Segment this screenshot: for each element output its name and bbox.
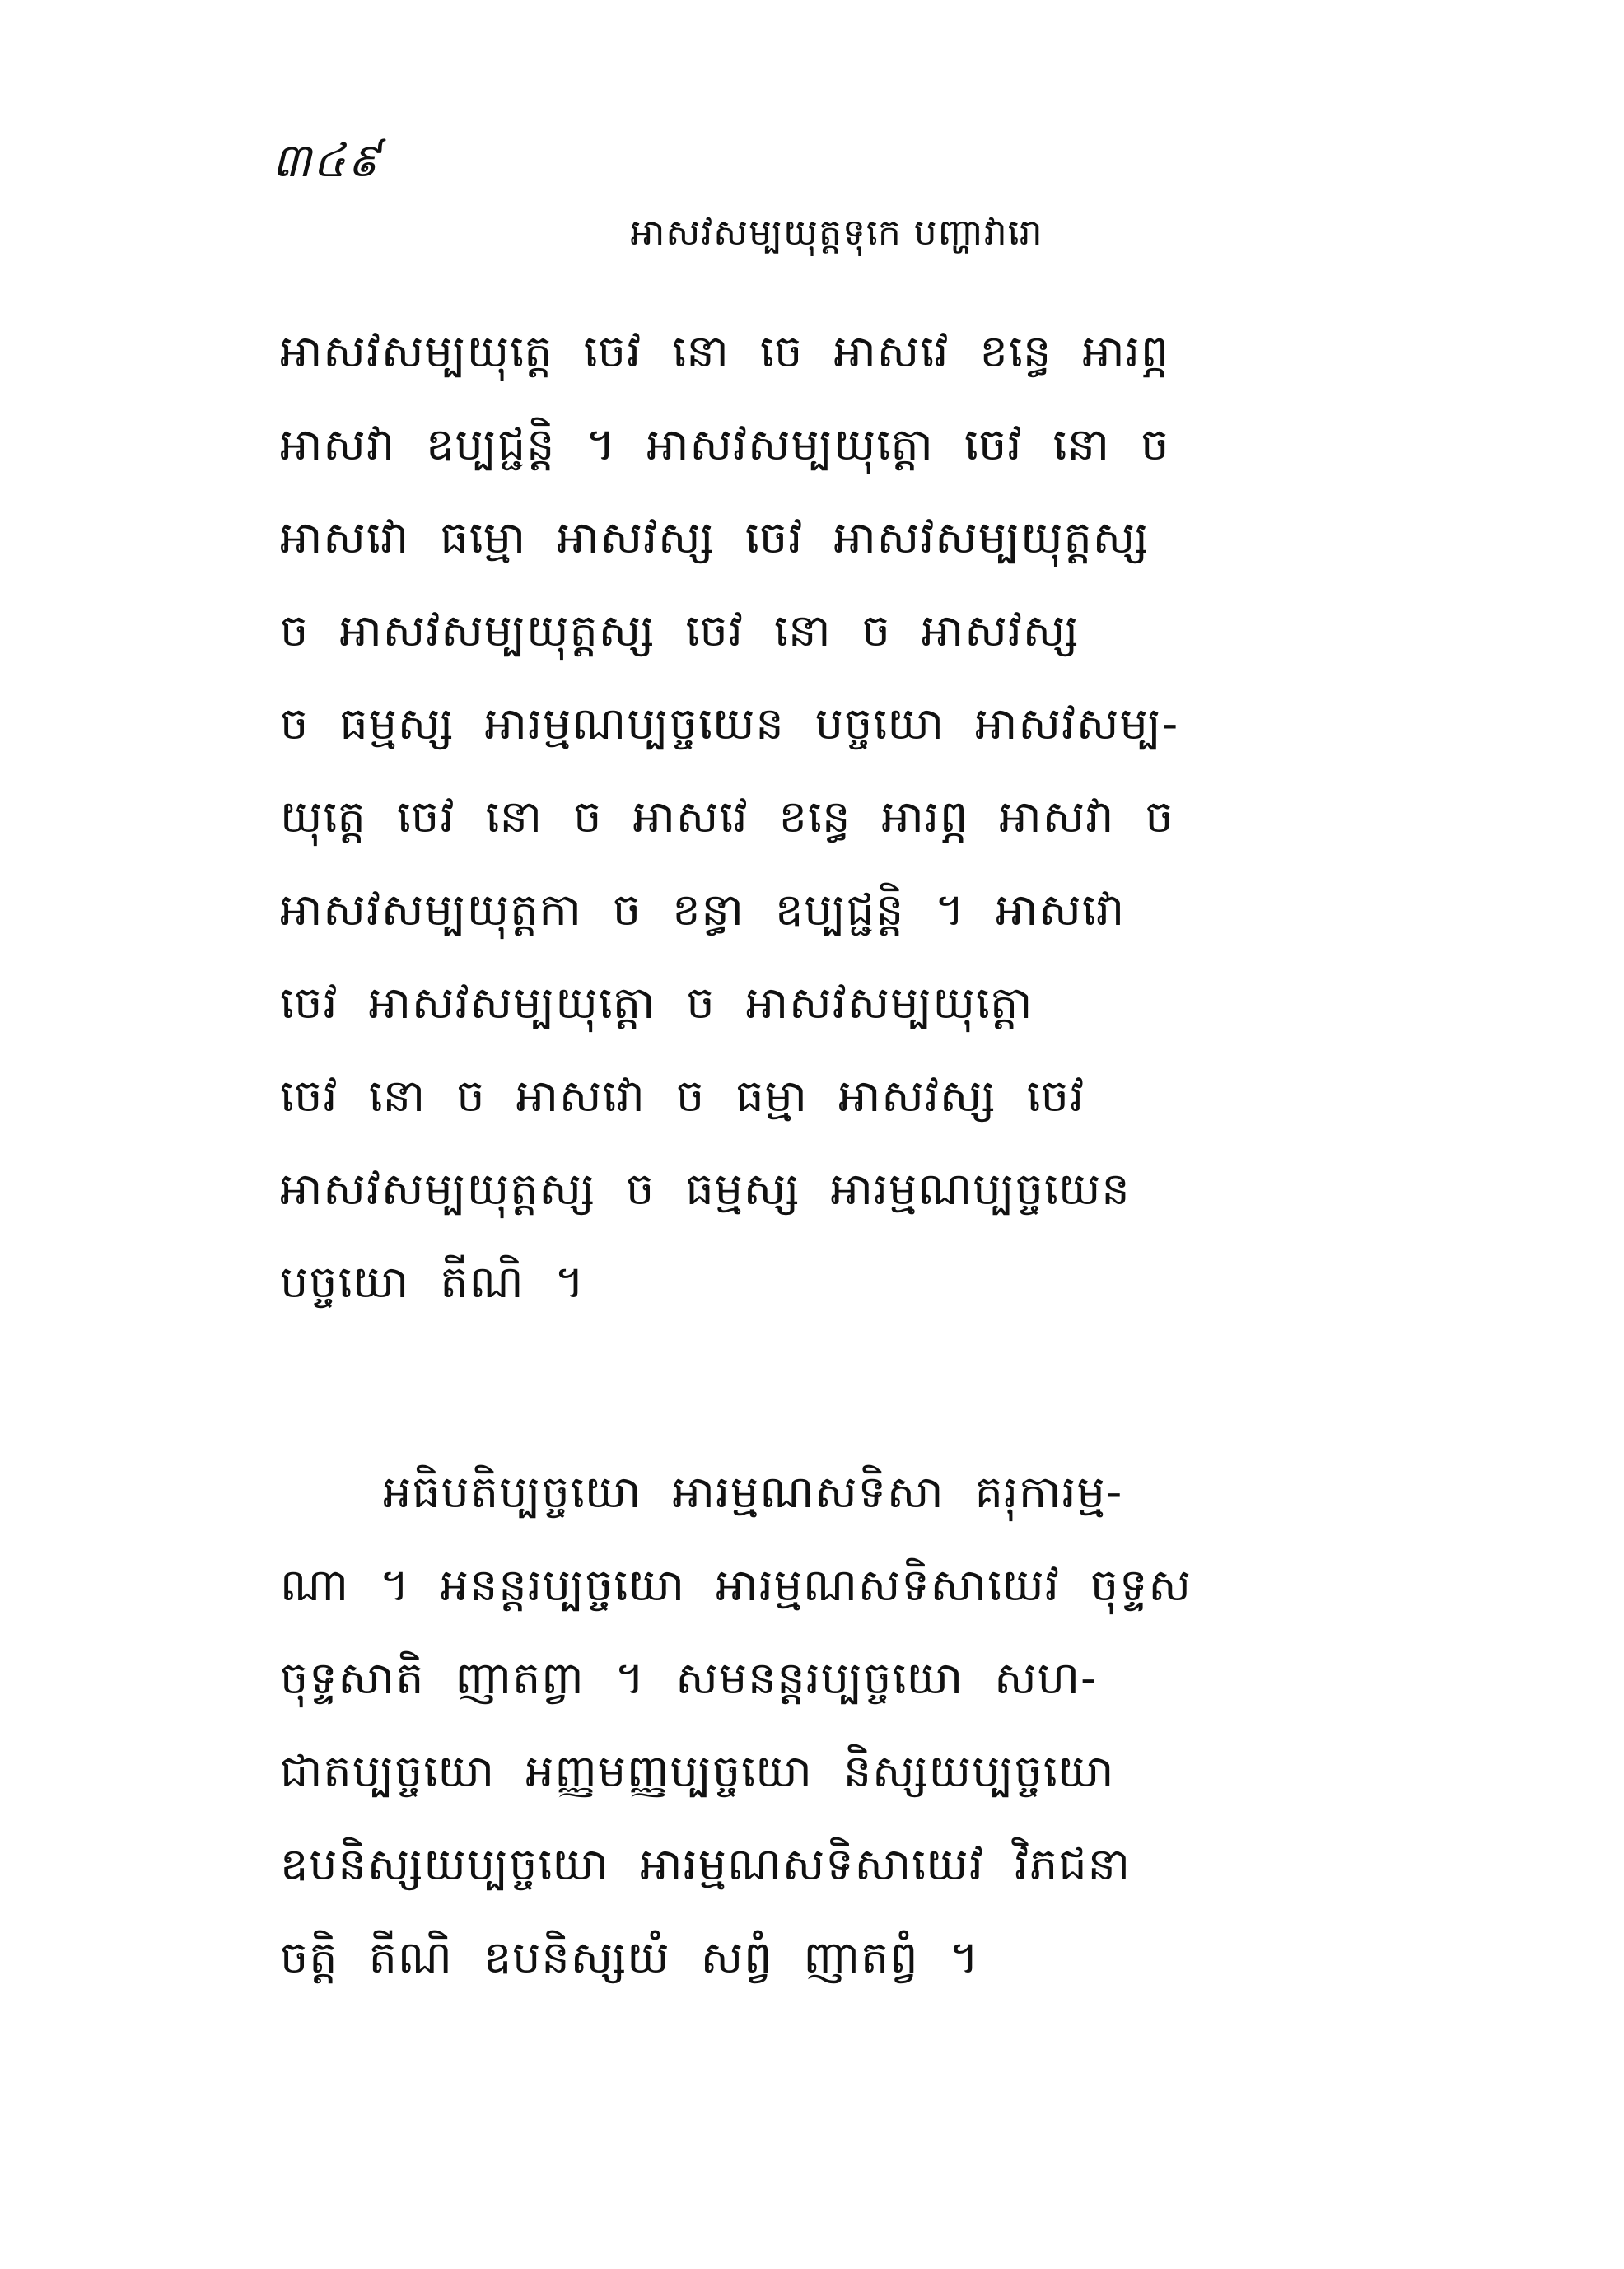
text-line: ចេវ អាសវសម្បយុត្តោ ច អាសវសម្បយុត្តោ bbox=[280, 977, 1034, 1029]
text-line: ច អាសវសម្បយុត្តស្ស ចេវ នោ ច អាសវស្ស bbox=[280, 605, 1080, 656]
text-line: អាសវា ឧប្បជ្ជន្តិ ។ អាសវសម្បយុត្តោ ចេវ នោ ច bbox=[280, 418, 1170, 470]
paragraph-2 bbox=[280, 1445, 1384, 2004]
running-header: អាសវសម្បយុត្តទុកេ បញ្ហាវារោ bbox=[630, 212, 1043, 254]
text-line: ណា ។ អនន្តរប្បច្ចយោ អារម្មណសទិសាយេវ ចុទ្ទស bbox=[280, 1559, 1192, 1611]
text-line: អាសវសម្បយុត្តកា ច ខន្ធា ឧប្បជ្ជន្តិ ។ អាសវោ bbox=[280, 884, 1126, 936]
text-line: ចុទ្ទសាតិ ញាតព្វា ។ សមនន្តរប្បច្ចយោ សហ- bbox=[280, 1652, 1098, 1704]
text-line: អាសវសម្បយុត្តេ ចេវ នោ ចេ អាសវេ ខន្ធេ អារព្ភ bbox=[280, 325, 1170, 377]
text-line: អាសវសម្បយុត្តស្ស ច ធម្មស្ស អារម្មណប្បច្ចយេន bbox=[280, 1163, 1131, 1215]
text-line: អធិបតិប្បច្ចយោ អារម្មណសទិសា គរុការម្ម- bbox=[383, 1466, 1123, 1518]
paragraph-1 bbox=[280, 305, 1384, 1328]
text-line: អាសវោ ធម្មោ អាសវស្ស ចេវ អាសវសម្បយុត្តស្ស bbox=[280, 511, 1150, 563]
page-number: ៣៤៩ bbox=[272, 134, 382, 188]
text-line: ឧបនិស្សយប្បច្ចយោ អារម្មណសទិសាយេវ វិភជនា bbox=[280, 1838, 1132, 1890]
text-line: ចត្តិ តីណិ ឧបនិស្សយំ សព្វំ ញាតព្វំ ។ bbox=[280, 1931, 980, 1983]
text-line: ចេវ នោ ច អាសវោ ច ធម្មា អាសវស្ស ចេវ bbox=[280, 1070, 1085, 1122]
text-line: យុត្តេ ចេវ នោ ច អាសវេ ខន្ធេ អារព្ភ អាសវា ច bbox=[280, 791, 1174, 843]
text-line: ច ធម្មស្ស អារម្មណប្បច្ចយេន បច្ចយោ អាសវសម្ប- bbox=[280, 698, 1179, 749]
text-line: ជាតប្បច្ចយោ អញ្ញមញ្ញប្បច្ចយោ និស្សយប្បច្ចយោ bbox=[280, 1745, 1115, 1797]
text-line: បច្ចយោ តីណិ ។ bbox=[280, 1256, 586, 1308]
